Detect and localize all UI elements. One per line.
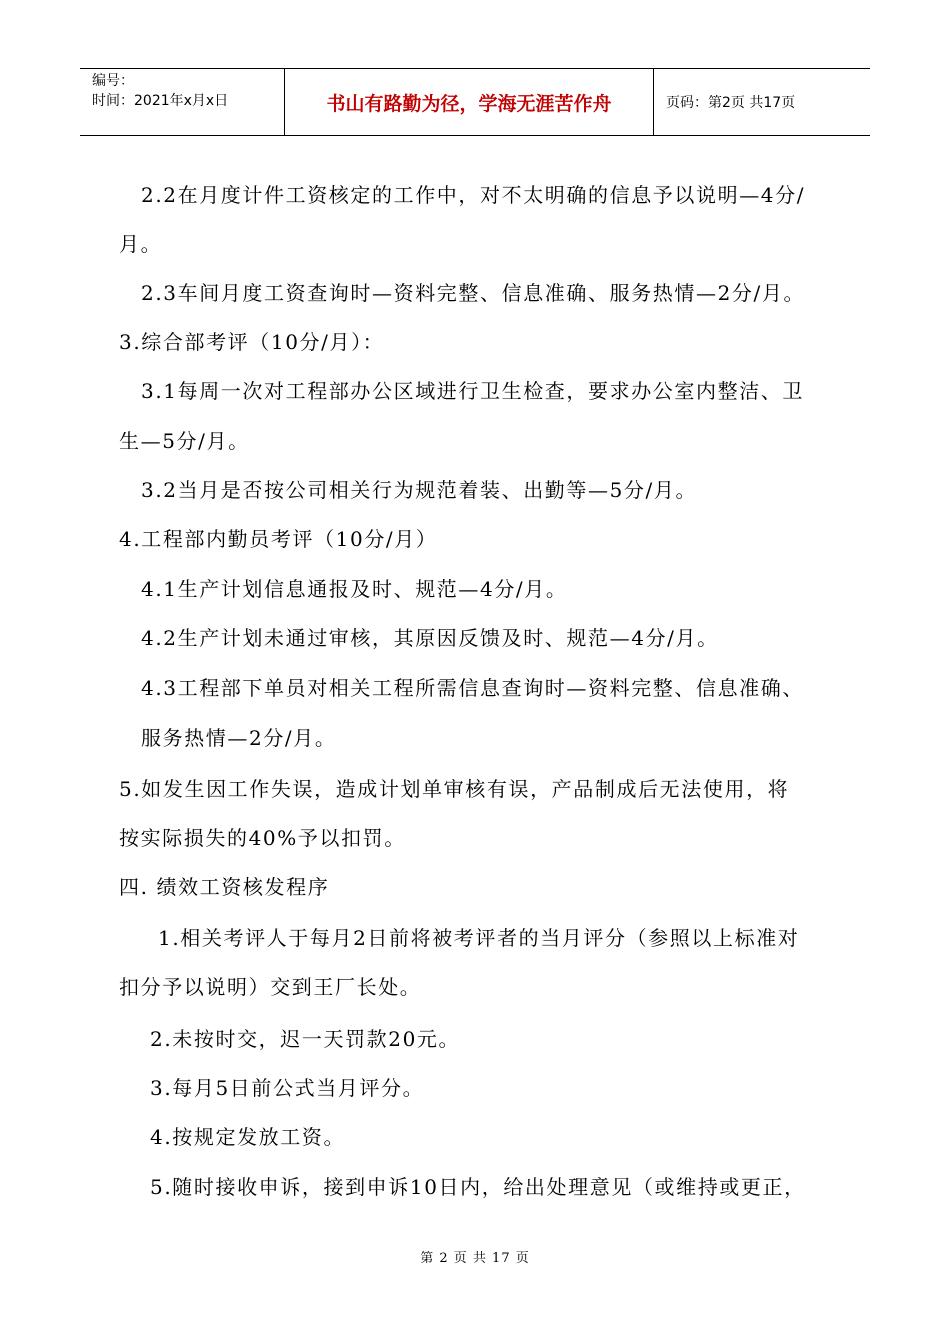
page-footer: 第 2 页 共 17 页 (420, 1251, 530, 1266)
header-meta (80, 69, 284, 135)
body-line: 按实际损失的40%予以扣罚。 (119, 826, 406, 850)
body-line: 5.如发生因工作失误，造成计划单审核有误，产品制成后无法使用，将 (119, 777, 790, 801)
body-line: 3.1每周一次对工程部办公区域进行卫生检查，要求办公室内整洁、卫 (141, 379, 805, 403)
body-line: 生—5分/月。 (119, 429, 250, 453)
document-date: 时间：2021年x月x日 (92, 93, 229, 109)
body-line: 1.相关考评人于每月2日前将被考评者的当月评分（参照以上标准对 (158, 926, 800, 950)
document-header (80, 68, 870, 136)
body-line: 5.随时接收申诉，接到申诉10日内，给出处理意见（或维持或更正， (150, 1175, 806, 1199)
body-line: 4.按规定发放工资。 (150, 1125, 346, 1149)
section-heading: 四. 绩效工资核发程序 (119, 875, 330, 899)
header-motto: 书山有路勤为径，学海无涯苦作舟 (284, 69, 654, 135)
body-line: 扣分予以说明）交到王厂长处。 (119, 975, 422, 999)
header-page-info: 页码：第2页 共17页 (666, 95, 796, 111)
body-line: 3.每月5日前公式当月评分。 (150, 1076, 425, 1100)
body-line: 服务热情—2分/月。 (141, 726, 337, 750)
body-line: 2.3车间月度工资查询时—资料完整、信息准确、服务热情—2分/月。 (141, 281, 806, 305)
body-line: 2.未按时交，迟一天罚款20元。 (150, 1027, 461, 1051)
body-line: 4.2生产计划未通过审核，其原因反馈及时、规范—4分/月。 (141, 626, 719, 650)
body-line: 4.3工程部下单员对相关工程所需信息查询时—资料完整、信息准确、 (141, 676, 805, 700)
body-line: 3.综合部考评（10分/月）： (119, 330, 385, 354)
body-line: 3.2当月是否按公司相关行为规范着装、出勤等—5分/月。 (141, 478, 698, 502)
body-line: 2.2在月度计件工资核定的工作中，对不太明确的信息予以说明—4分/ (141, 183, 806, 207)
body-line: 4.1生产计划信息通报及时、规范—4分/月。 (141, 577, 568, 601)
body-line: 4.工程部内勤员考评（10分/月） (119, 527, 438, 551)
body-line: 月。 (119, 232, 163, 256)
document-number: 编号： (92, 73, 134, 89)
